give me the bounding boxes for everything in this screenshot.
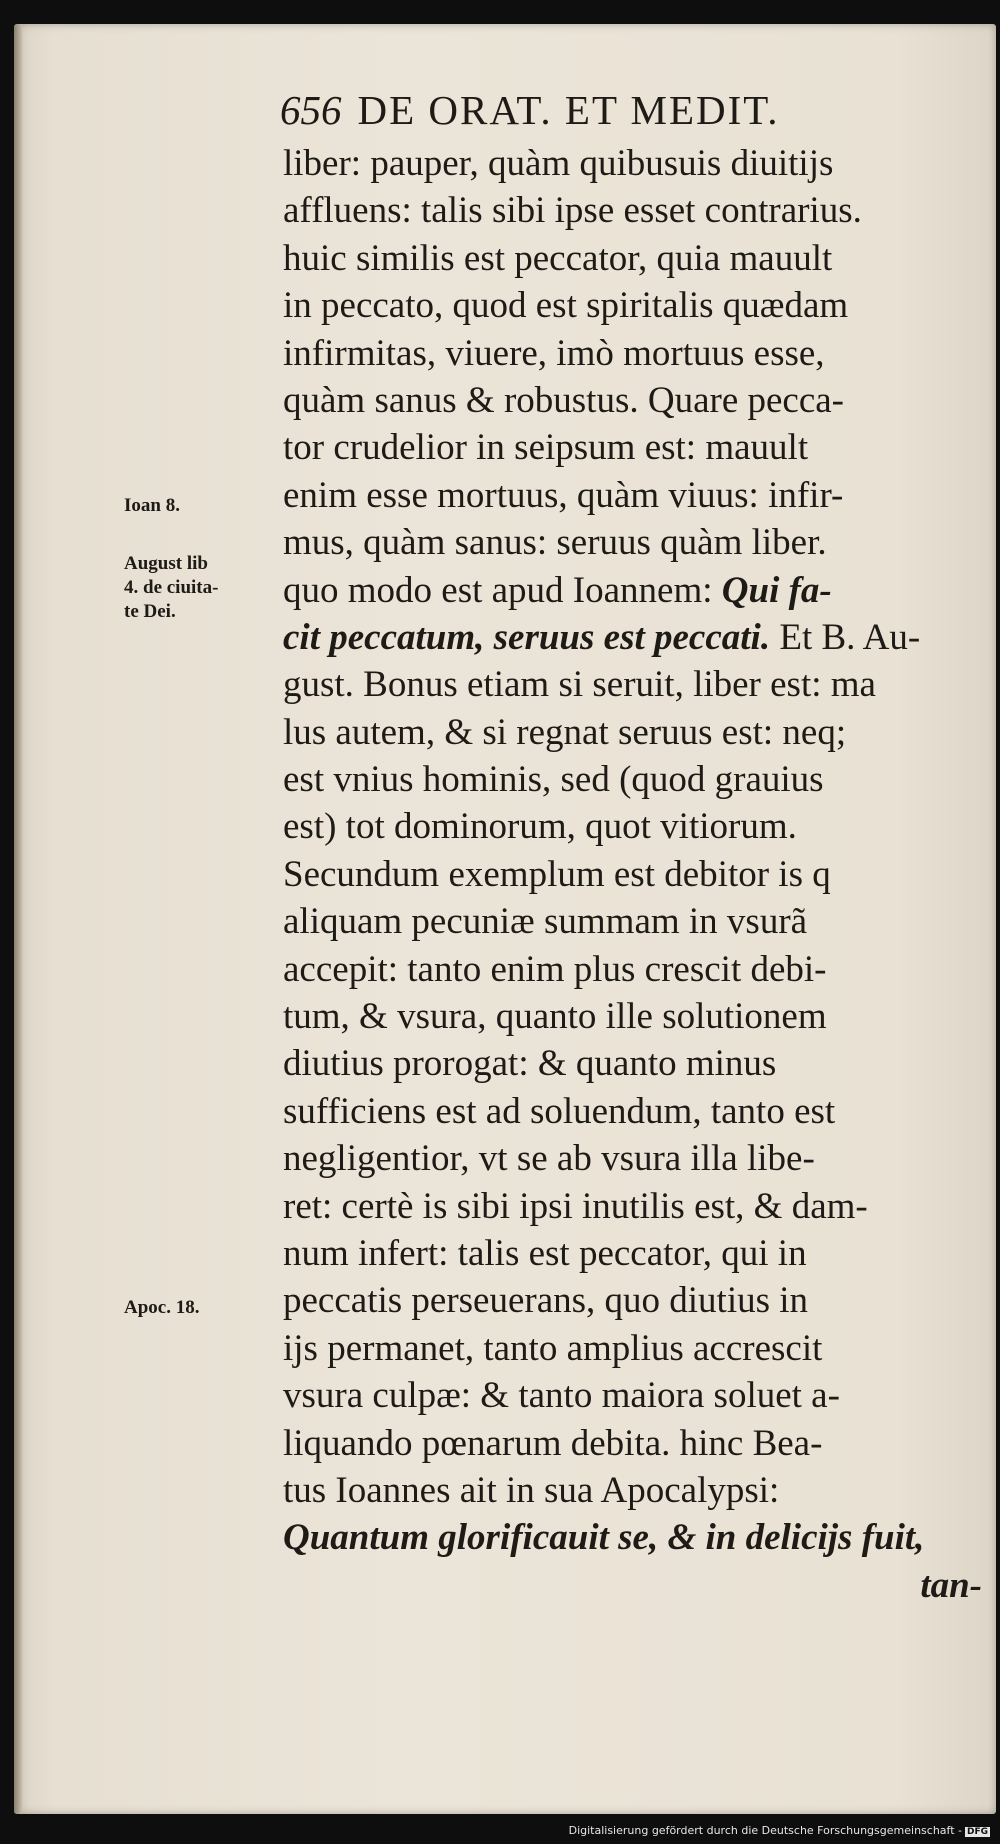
quotation-line: Quantum glorificauit se, & in delicijs fuit, xyxy=(283,1517,925,1559)
text-line: liber: pauper, quàm quibusuis diuitijs xyxy=(283,143,834,184)
dfg-logo: DFG xyxy=(966,1827,988,1837)
text-line: accepit: tanto enim plus crescit debi- xyxy=(283,948,827,990)
text-line: tor crudelior in seipsum est: mauult xyxy=(283,427,809,469)
text-line: num infert: talis est peccator, qui in xyxy=(283,1232,807,1274)
text-line: tus Ioannes ait in sua Apocalypsi: xyxy=(283,1469,780,1511)
text-line: mus, quàm sanus: seruus quàm liber. xyxy=(283,522,827,564)
running-head xyxy=(280,86,960,134)
text-line: peccatis perseuerans, quo diutius in xyxy=(283,1280,809,1322)
main-text-block xyxy=(283,140,988,1609)
page-gutter-edge xyxy=(14,24,22,1814)
text-line-tail: Et B. Au- xyxy=(779,616,921,658)
text-line: sufficiens est ad soluendum, tanto est xyxy=(283,1090,836,1132)
text-line: enim esse mortuus, quàm viuus: infir- xyxy=(283,474,844,516)
text-line: lus autem, & si regnat seruus est: neq; xyxy=(283,711,847,753)
credit-text: Digitalisierung gefördert durch die Deutsche Forschungsgemeinschaft - xyxy=(568,1824,962,1837)
text-line-with-quote xyxy=(283,614,988,661)
text-line: affluens: talis sibi ipse esset contrarius. xyxy=(283,190,862,232)
quotation-start: Qui fa- xyxy=(721,569,832,611)
text-line: liquando pœnarum debita. hinc Bea- xyxy=(283,1422,823,1464)
text-line: in peccato, quod est spiritalis quædam xyxy=(283,285,849,327)
text-line: huic similis est peccator, quia mauult xyxy=(283,237,833,279)
quotation-end: cit peccatum, seruus est peccati. xyxy=(283,616,771,658)
marginal-note-ioan: Ioan 8. xyxy=(124,495,180,516)
text-line: tum, & vsura, quanto ille solutionem xyxy=(283,996,827,1038)
text-line: ijs permanet, tanto amplius accrescit xyxy=(283,1327,823,1369)
text-line-with-quote xyxy=(283,567,988,614)
text-line: gust. Bonus etiam si seruit, liber est: ma xyxy=(283,664,876,706)
text-line: aliquam pecuniæ summam in vsurã xyxy=(283,901,808,943)
text-line: est vnius hominis, sed (quod grauius xyxy=(283,759,824,801)
text-line: infirmitas, viuere, imò mortuus esse, xyxy=(283,332,825,374)
text-line: vsura culpæ: & tanto maiora soluet a- xyxy=(283,1375,840,1417)
text-line-start: quo modo est apud Ioannem: xyxy=(283,569,722,611)
text-line: ret: certè is sibi ipsi inutilis est, & dam- xyxy=(283,1185,868,1227)
text-line: est) tot dominorum, quot vitiorum. xyxy=(283,806,797,848)
catchword: tan- xyxy=(920,1564,982,1606)
text-line: quàm sanus & robustus. Quare pecca- xyxy=(283,379,844,421)
text-line: Secundum exemplum est debitor is q xyxy=(283,853,831,895)
marginal-note-august-3: te Dei. xyxy=(124,601,176,622)
page-title: DE ORAT. ET MEDIT. xyxy=(357,87,780,133)
text-line: diutius prorogat: & quanto minus xyxy=(283,1043,777,1085)
text-line: negligentior, vt se ab vsura illa libe- xyxy=(283,1138,815,1180)
page-number: 656 xyxy=(280,87,342,133)
digitization-credit xyxy=(569,1824,990,1837)
marginal-note-august-2: 4. de ciuita- xyxy=(124,577,219,598)
marginal-note-apoc: Apoc. 18. xyxy=(124,1297,200,1318)
marginal-note-august-1: August lib xyxy=(124,553,208,574)
